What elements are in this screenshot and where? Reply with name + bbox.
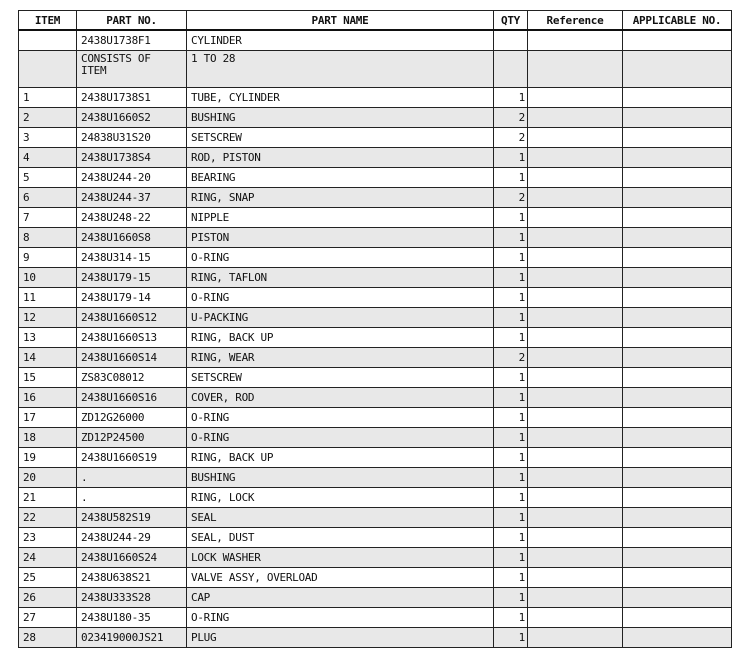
parts-table xyxy=(18,10,732,648)
item-cell: 3 xyxy=(19,128,77,148)
item-cell: 24 xyxy=(19,548,77,568)
item-cell xyxy=(19,51,77,88)
part-name-cell: RING, WEAR xyxy=(187,348,494,368)
part-name-cell: SEAL, DUST xyxy=(187,528,494,548)
part-no-cell: . xyxy=(77,468,187,488)
part-name-cell: CAP xyxy=(187,588,494,608)
part-no-cell: CONSISTS OF ITEM xyxy=(77,51,187,88)
part-no-cell: 2438U1660S16 xyxy=(77,388,187,408)
part-no-cell: . xyxy=(77,488,187,508)
part-no-cell: 2438U248-22 xyxy=(77,208,187,228)
table-row xyxy=(19,348,732,368)
table-row xyxy=(19,168,732,188)
applicable-no-cell xyxy=(623,408,732,428)
part-no-cell: 2438U1738S4 xyxy=(77,148,187,168)
applicable-no-cell xyxy=(623,168,732,188)
part-name-cell: BUSHING xyxy=(187,468,494,488)
item-cell: 22 xyxy=(19,508,77,528)
qty-cell: 1 xyxy=(494,468,528,488)
applicable-no-cell xyxy=(623,268,732,288)
applicable-no-cell xyxy=(623,588,732,608)
reference-cell xyxy=(528,348,623,368)
table-row xyxy=(19,248,732,268)
applicable-no-cell xyxy=(623,308,732,328)
item-cell: 12 xyxy=(19,308,77,328)
qty-cell: 1 xyxy=(494,288,528,308)
reference-cell xyxy=(528,88,623,108)
reference-cell xyxy=(528,428,623,448)
qty-cell: 1 xyxy=(494,568,528,588)
part-no-cell: 2438U314-15 xyxy=(77,248,187,268)
table-row xyxy=(19,228,732,248)
parts-list-sheet xyxy=(18,10,732,648)
table-row xyxy=(19,88,732,108)
item-cell: 13 xyxy=(19,328,77,348)
reference-cell xyxy=(528,268,623,288)
reference-cell xyxy=(528,528,623,548)
item-cell: 8 xyxy=(19,228,77,248)
applicable-no-cell xyxy=(623,51,732,88)
reference-cell xyxy=(528,248,623,268)
part-name-cell: ROD, PISTON xyxy=(187,148,494,168)
qty-cell: 1 xyxy=(494,408,528,428)
qty-cell: 1 xyxy=(494,328,528,348)
item-cell: 25 xyxy=(19,568,77,588)
item-cell: 10 xyxy=(19,268,77,288)
reference-cell xyxy=(528,208,623,228)
applicable-no-cell xyxy=(623,88,732,108)
applicable-no-cell xyxy=(623,108,732,128)
applicable-no-cell xyxy=(623,128,732,148)
part-no-cell: 2438U180-35 xyxy=(77,608,187,628)
item-cell: 28 xyxy=(19,628,77,648)
qty-cell: 1 xyxy=(494,528,528,548)
header-item: ITEM xyxy=(19,11,77,31)
item-cell: 26 xyxy=(19,588,77,608)
applicable-no-cell xyxy=(623,468,732,488)
qty-cell: 1 xyxy=(494,628,528,648)
reference-cell xyxy=(528,368,623,388)
part-name-cell: RING, TAFLON xyxy=(187,268,494,288)
applicable-no-cell xyxy=(623,488,732,508)
header-row xyxy=(19,11,732,31)
qty-cell xyxy=(494,51,528,88)
item-cell: 16 xyxy=(19,388,77,408)
reference-cell xyxy=(528,468,623,488)
table-row xyxy=(19,208,732,228)
applicable-no-cell xyxy=(623,528,732,548)
applicable-no-cell xyxy=(623,448,732,468)
table-row xyxy=(19,288,732,308)
part-no-cell: 24838U31S20 xyxy=(77,128,187,148)
part-name-cell: O-RING xyxy=(187,248,494,268)
reference-cell xyxy=(528,548,623,568)
qty-cell: 1 xyxy=(494,208,528,228)
table-row xyxy=(19,388,732,408)
applicable-no-cell xyxy=(623,208,732,228)
table-row xyxy=(19,328,732,348)
applicable-no-cell xyxy=(623,548,732,568)
applicable-no-cell xyxy=(623,30,732,51)
part-no-cell: 2438U333S28 xyxy=(77,588,187,608)
table-row xyxy=(19,51,732,88)
reference-cell xyxy=(528,168,623,188)
table-row xyxy=(19,30,732,51)
part-no-cell: 2438U179-15 xyxy=(77,268,187,288)
reference-cell xyxy=(528,51,623,88)
applicable-no-cell xyxy=(623,608,732,628)
qty-cell: 1 xyxy=(494,308,528,328)
part-no-cell: 2438U244-37 xyxy=(77,188,187,208)
reference-cell xyxy=(528,30,623,51)
applicable-no-cell xyxy=(623,328,732,348)
table-row xyxy=(19,588,732,608)
part-name-cell: TUBE, CYLINDER xyxy=(187,88,494,108)
qty-cell: 1 xyxy=(494,608,528,628)
part-name-cell: BEARING xyxy=(187,168,494,188)
qty-cell: 1 xyxy=(494,368,528,388)
part-no-cell: 2438U244-29 xyxy=(77,528,187,548)
part-no-cell: 2438U1660S12 xyxy=(77,308,187,328)
qty-cell: 1 xyxy=(494,388,528,408)
reference-cell xyxy=(528,588,623,608)
reference-cell xyxy=(528,128,623,148)
part-no-cell: 2438U1660S13 xyxy=(77,328,187,348)
part-name-cell: COVER, ROD xyxy=(187,388,494,408)
part-no-cell: 2438U1660S19 xyxy=(77,448,187,468)
qty-cell: 1 xyxy=(494,148,528,168)
part-name-cell: U-PACKING xyxy=(187,308,494,328)
table-row xyxy=(19,528,732,548)
table-row xyxy=(19,448,732,468)
reference-cell xyxy=(528,608,623,628)
table-row xyxy=(19,408,732,428)
reference-cell xyxy=(528,388,623,408)
reference-cell xyxy=(528,148,623,168)
part-no-cell: 2438U1738S1 xyxy=(77,88,187,108)
item-cell: 7 xyxy=(19,208,77,228)
qty-cell: 1 xyxy=(494,588,528,608)
table-row xyxy=(19,148,732,168)
item-cell: 21 xyxy=(19,488,77,508)
part-name-cell: RING, SNAP xyxy=(187,188,494,208)
qty-cell: 1 xyxy=(494,548,528,568)
item-cell: 27 xyxy=(19,608,77,628)
part-no-cell: ZD12G26000 xyxy=(77,408,187,428)
qty-cell: 1 xyxy=(494,508,528,528)
part-name-cell: NIPPLE xyxy=(187,208,494,228)
part-name-cell: CYLINDER xyxy=(187,30,494,51)
part-name-cell: RING, BACK UP xyxy=(187,328,494,348)
applicable-no-cell xyxy=(623,248,732,268)
applicable-no-cell xyxy=(623,428,732,448)
reference-cell xyxy=(528,408,623,428)
reference-cell xyxy=(528,488,623,508)
part-name-cell: SETSCREW xyxy=(187,128,494,148)
item-cell: 5 xyxy=(19,168,77,188)
part-name-cell: PLUG xyxy=(187,628,494,648)
item-cell: 9 xyxy=(19,248,77,268)
table-row xyxy=(19,568,732,588)
item-cell: 4 xyxy=(19,148,77,168)
part-name-cell: SETSCREW xyxy=(187,368,494,388)
item-cell: 15 xyxy=(19,368,77,388)
item-cell: 18 xyxy=(19,428,77,448)
reference-cell xyxy=(528,288,623,308)
item-cell: 20 xyxy=(19,468,77,488)
item-cell: 1 xyxy=(19,88,77,108)
applicable-no-cell xyxy=(623,288,732,308)
reference-cell xyxy=(528,108,623,128)
table-row xyxy=(19,268,732,288)
table-row xyxy=(19,108,732,128)
table-row xyxy=(19,128,732,148)
header-reference: Reference xyxy=(528,11,623,31)
table-row xyxy=(19,608,732,628)
reference-cell xyxy=(528,188,623,208)
applicable-no-cell xyxy=(623,568,732,588)
table-row xyxy=(19,188,732,208)
table-header xyxy=(19,11,732,31)
item-cell: 2 xyxy=(19,108,77,128)
applicable-no-cell xyxy=(623,188,732,208)
table-body xyxy=(19,30,732,648)
applicable-no-cell xyxy=(623,508,732,528)
qty-cell xyxy=(494,30,528,51)
table-row xyxy=(19,488,732,508)
table-row xyxy=(19,428,732,448)
qty-cell: 2 xyxy=(494,108,528,128)
reference-cell xyxy=(528,328,623,348)
applicable-no-cell xyxy=(623,388,732,408)
item-cell: 11 xyxy=(19,288,77,308)
part-name-cell: O-RING xyxy=(187,608,494,628)
part-name-cell: O-RING xyxy=(187,288,494,308)
item-cell: 17 xyxy=(19,408,77,428)
part-no-cell: 023419000JS21 xyxy=(77,628,187,648)
table-row xyxy=(19,468,732,488)
part-name-cell: LOCK WASHER xyxy=(187,548,494,568)
reference-cell xyxy=(528,508,623,528)
part-no-cell: 2438U179-14 xyxy=(77,288,187,308)
header-part-no: PART NO. xyxy=(77,11,187,31)
reference-cell xyxy=(528,228,623,248)
qty-cell: 2 xyxy=(494,348,528,368)
qty-cell: 1 xyxy=(494,168,528,188)
part-name-cell: SEAL xyxy=(187,508,494,528)
qty-cell: 2 xyxy=(494,128,528,148)
qty-cell: 1 xyxy=(494,268,528,288)
part-no-cell: 2438U244-20 xyxy=(77,168,187,188)
qty-cell: 1 xyxy=(494,228,528,248)
applicable-no-cell xyxy=(623,228,732,248)
part-no-cell: 2438U1660S14 xyxy=(77,348,187,368)
qty-cell: 1 xyxy=(494,88,528,108)
part-name-cell: VALVE ASSY, OVERLOAD xyxy=(187,568,494,588)
part-no-cell: ZS83C08012 xyxy=(77,368,187,388)
qty-cell: 2 xyxy=(494,188,528,208)
table-row xyxy=(19,508,732,528)
table-row xyxy=(19,308,732,328)
part-name-cell: O-RING xyxy=(187,428,494,448)
item-cell: 19 xyxy=(19,448,77,468)
part-no-cell: 2438U582S19 xyxy=(77,508,187,528)
part-no-cell: 2438U1738F1 xyxy=(77,30,187,51)
part-no-cell: 2438U1660S2 xyxy=(77,108,187,128)
qty-cell: 1 xyxy=(494,448,528,468)
part-no-cell: 2438U1660S8 xyxy=(77,228,187,248)
part-name-cell: 1 TO 28 xyxy=(187,51,494,88)
part-name-cell: O-RING xyxy=(187,408,494,428)
item-cell xyxy=(19,30,77,51)
reference-cell xyxy=(528,568,623,588)
item-cell: 14 xyxy=(19,348,77,368)
reference-cell xyxy=(528,308,623,328)
header-qty: QTY xyxy=(494,11,528,31)
part-name-cell: BUSHING xyxy=(187,108,494,128)
header-applicable-no: APPLICABLE NO. xyxy=(623,11,732,31)
part-name-cell: RING, BACK UP xyxy=(187,448,494,468)
table-row xyxy=(19,368,732,388)
part-name-cell: PISTON xyxy=(187,228,494,248)
reference-cell xyxy=(528,448,623,468)
part-name-cell: RING, LOCK xyxy=(187,488,494,508)
qty-cell: 1 xyxy=(494,428,528,448)
qty-cell: 1 xyxy=(494,488,528,508)
part-no-cell: 2438U638S21 xyxy=(77,568,187,588)
table-row xyxy=(19,548,732,568)
applicable-no-cell xyxy=(623,348,732,368)
applicable-no-cell xyxy=(623,368,732,388)
qty-cell: 1 xyxy=(494,248,528,268)
header-part-name: PART NAME xyxy=(187,11,494,31)
item-cell: 23 xyxy=(19,528,77,548)
item-cell: 6 xyxy=(19,188,77,208)
part-no-cell: ZD12P24500 xyxy=(77,428,187,448)
part-no-cell: 2438U1660S24 xyxy=(77,548,187,568)
applicable-no-cell xyxy=(623,148,732,168)
